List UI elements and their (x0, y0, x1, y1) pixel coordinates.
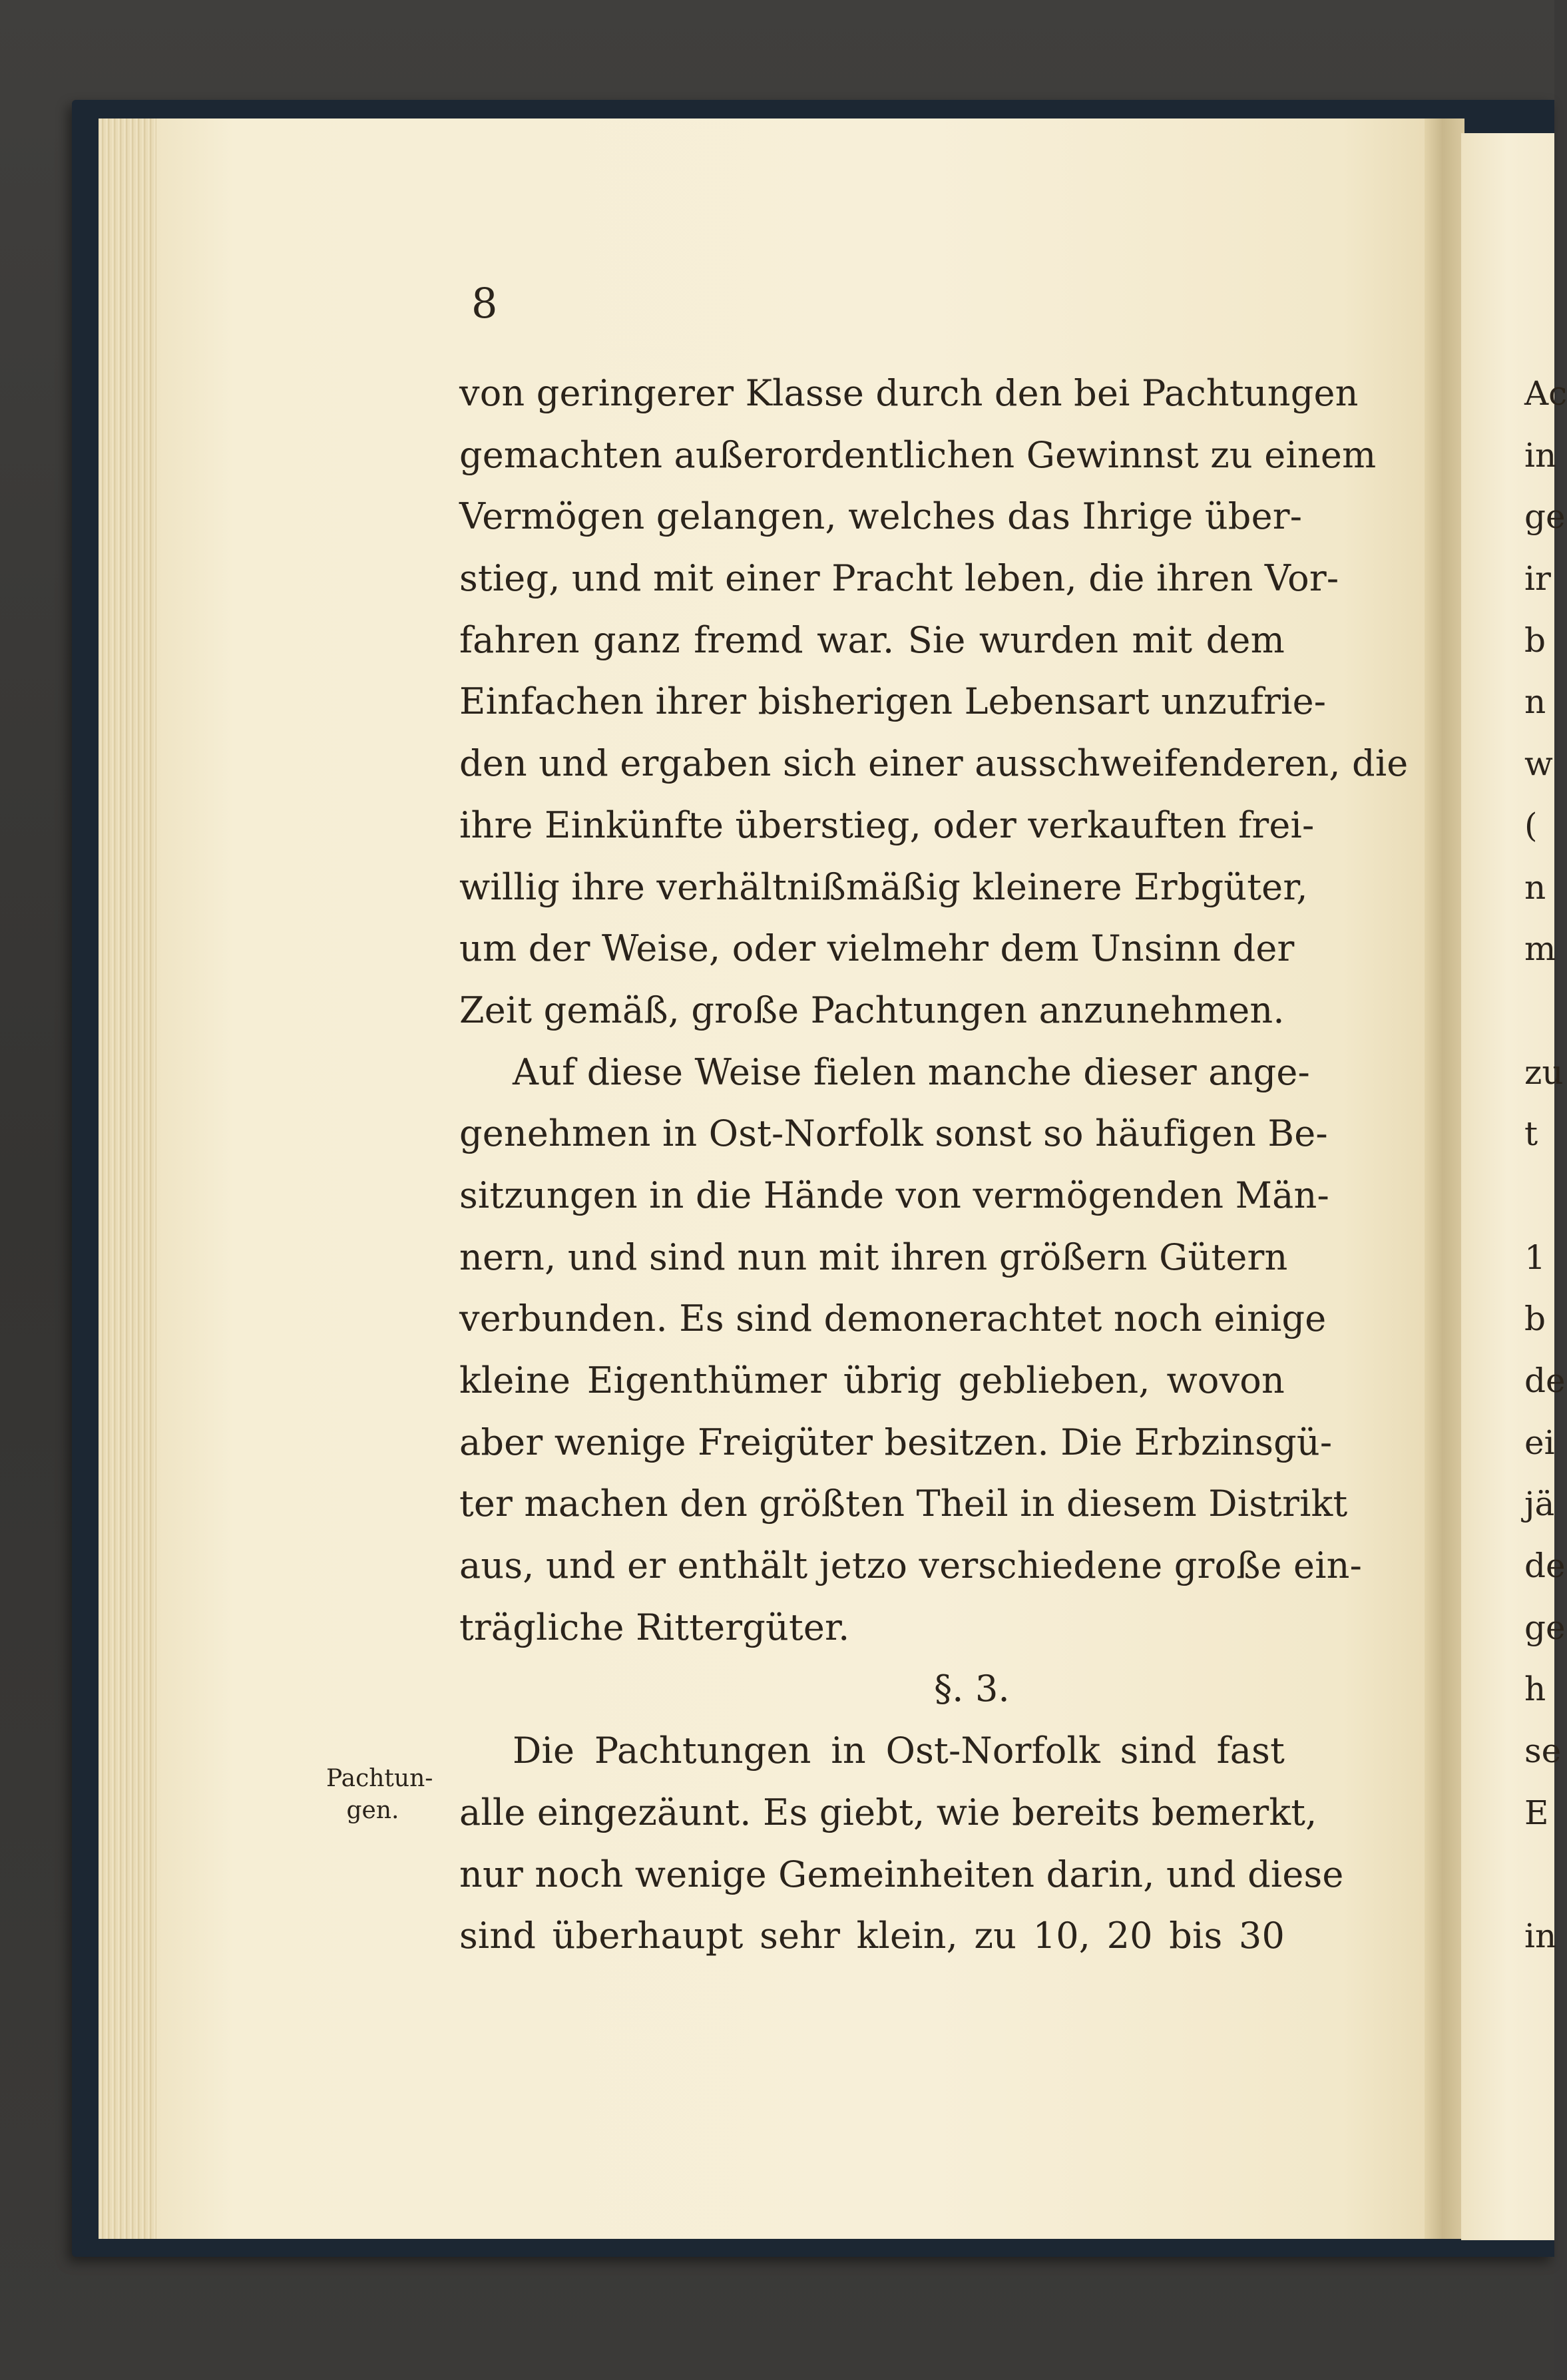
facing-fragment: de (1524, 1361, 1566, 1400)
text-line: ter machen den größten Theil in diesem Distrikt (459, 1483, 1348, 1525)
facing-page-text (1524, 363, 1567, 1967)
facing-fragment: jä (1524, 1485, 1555, 1524)
facing-fragment: se (1524, 1732, 1562, 1771)
book-gutter (1425, 119, 1464, 2239)
text-line: Die Pachtungen in Ost-Norfolk sind fast (513, 1730, 1285, 1772)
facing-fragment: de (1524, 1547, 1566, 1586)
text-line: gemachten außerordentlichen Gewinnst zu einem (459, 433, 1377, 476)
facing-fragment: h (1524, 1670, 1546, 1709)
facing-fragment (1524, 1165, 1564, 1227)
facing-fragment: 1 (1524, 1238, 1546, 1277)
facing-fragment: ei (1524, 1423, 1555, 1462)
text-line: willig ihre verhältnißmäßig kleinere Erbgüter, (459, 865, 1308, 908)
text-line: aber wenige Freigüter besitzen. Die Erbzinsgü- (459, 1421, 1333, 1463)
facing-fragment: m (1524, 929, 1556, 969)
facing-fragment: n (1524, 867, 1546, 907)
facing-fragment: t (1524, 1114, 1538, 1154)
text-line: genehmen in Ost-Norfolk sonst so häufigen Be- (459, 1112, 1328, 1155)
text-line: nern, und sind nun mit ihren größern Gütern (459, 1236, 1288, 1278)
text-line: Einfachen ihrer bisherigen Lebensart unzufrie- (459, 680, 1327, 723)
text-line: Zeit gemäß, große Pachtungen anzunehmen. (459, 989, 1285, 1031)
page-number: 8 (471, 279, 498, 328)
facing-fragment: w (1524, 744, 1553, 784)
facing-fragment: ge (1524, 497, 1566, 537)
text-line: aus, und er enthält jetzo verschiedene große ein- (459, 1545, 1363, 1587)
text-line: verbunden. Es sind demonerachtet noch einige (459, 1298, 1327, 1340)
text-line: Vermögen gelangen, welches das Ihrige über- (459, 495, 1303, 538)
text-line: stieg, und mit einer Pracht leben, die ihren Vor- (459, 557, 1339, 600)
facing-fragment (1524, 1844, 1564, 1906)
text-line: ihre Einkünfte überstieg, oder verkauften frei- (459, 804, 1315, 846)
text-line: von geringerer Klasse durch den bei Pachtungen (459, 372, 1359, 414)
facing-fragment: E (1524, 1793, 1549, 1832)
text-line: um der Weise, oder vielmehr dem Unsinn der (459, 927, 1295, 970)
text-line: Auf diese Weise fielen manche dieser ange- (513, 1051, 1311, 1093)
facing-fragment: zu (1524, 1053, 1564, 1092)
text-line: trägliche Rittergüter. (459, 1606, 850, 1648)
marginal-note (326, 1763, 433, 1827)
facing-fragment: Ac (1524, 374, 1567, 413)
facing-fragment: n (1524, 682, 1546, 722)
text-line: kleine Eigenthümer übrig geblieben, wovon (459, 1359, 1285, 1401)
facing-fragment (1524, 980, 1564, 1042)
body-text (459, 363, 1409, 1967)
facing-fragment: in (1524, 1917, 1557, 1956)
section-heading: §. 3. (934, 1668, 1010, 1710)
facing-fragment: ge (1524, 1608, 1566, 1647)
facing-fragment: b (1524, 620, 1546, 660)
text-line: sitzungen in die Hände von vermögenden Män- (459, 1174, 1329, 1216)
marginal-note-text: Pachtun- gen. (326, 1765, 433, 1824)
text-line: fahren ganz fremd war. Sie wurden mit dem (459, 618, 1285, 661)
text-line: den und ergaben sich einer ausschweifenderen, die (459, 742, 1409, 785)
text-line: alle eingezäunt. Es giebt, wie bereits bemerkt, (459, 1791, 1317, 1833)
facing-fragment: in (1524, 435, 1557, 475)
text-line: sind überhaupt sehr klein, zu 10, 20 bis 30 (459, 1915, 1285, 1957)
facing-fragment: ir (1524, 559, 1551, 598)
facing-fragment: b (1524, 1300, 1546, 1339)
facing-fragment: ( (1524, 806, 1538, 845)
text-line: nur noch wenige Gemeinheiten darin, und diese (459, 1853, 1344, 1895)
